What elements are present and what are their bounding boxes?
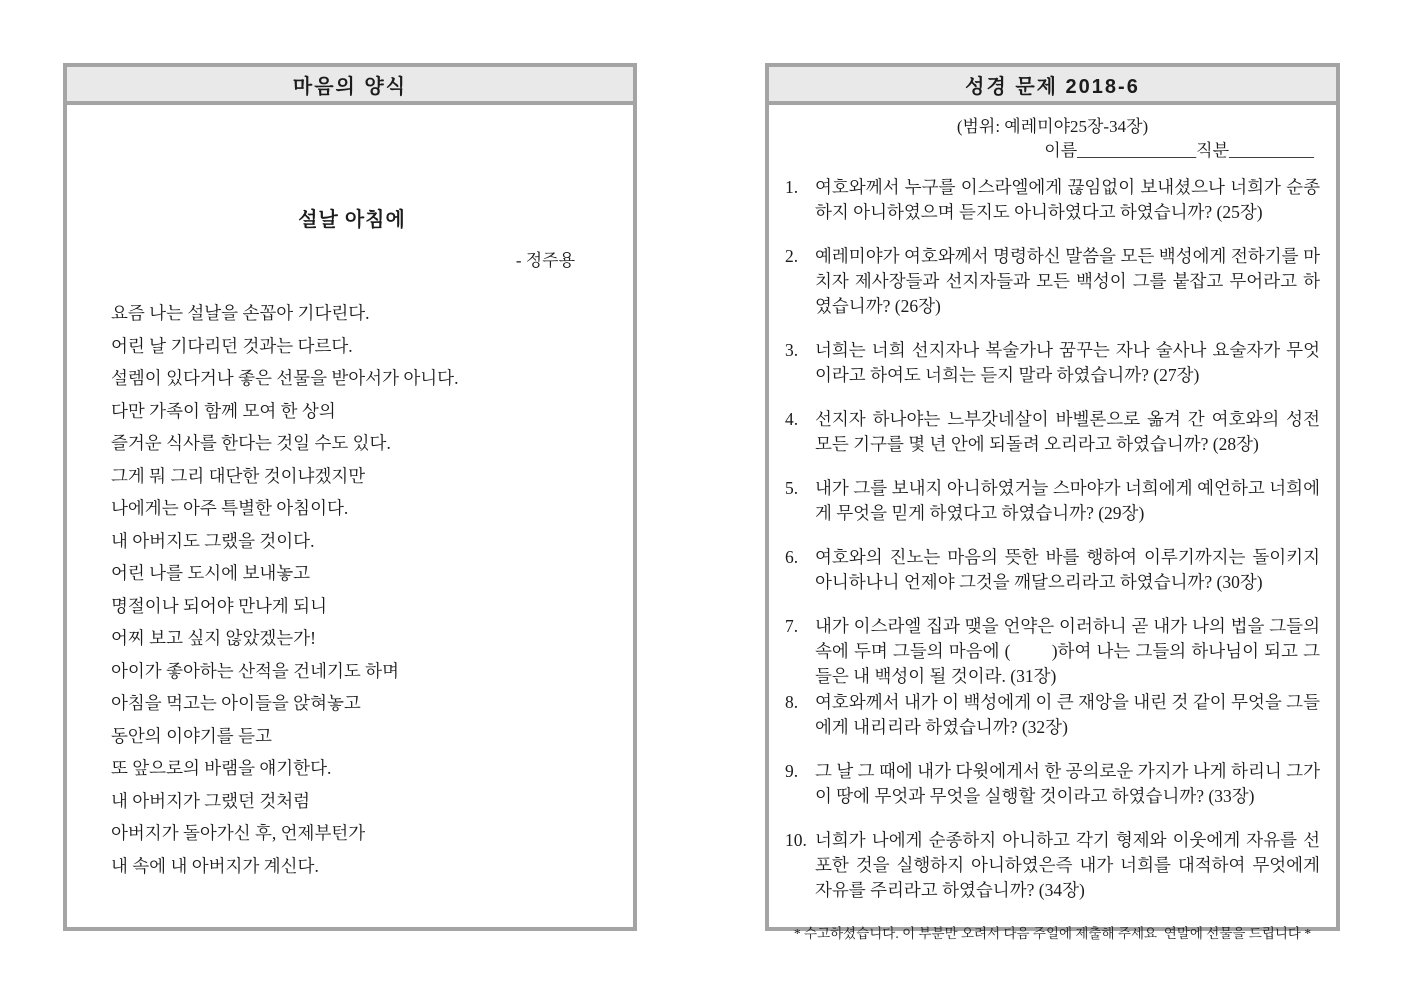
quiz-panel-title: 성경 문제 2018-6 [965, 75, 1140, 98]
poem-line: 어린 날 기다리던 것과는 다르다. [111, 335, 353, 356]
poem-line: 아이가 좋아하는 산적을 건네기도 하며 [111, 660, 399, 681]
quiz-panel-header [769, 67, 1336, 105]
poem-line: 어린 나를 도시에 보내놓고 [111, 563, 311, 583]
quiz-question [785, 244, 1320, 319]
quiz-footer-note: * 수고하셨습니다. 이 부분만 오려서 다음 주일에 제출해 주세요 연말에 선물을 드립니다 * [793, 926, 1312, 941]
poem-panel-header [67, 67, 633, 105]
quiz-name-position-line: 이름______________직분__________ [1044, 141, 1314, 160]
question-text: 내가 이스라엘 집과 맺을 언약은 이러하니 곧 내가 나의 법을 그들의 속에 두며 그들의 마음에 ( )하여 나는 그들의 하나님이 되고 그들은 내 백성이 될 것이라. (31장) [815, 616, 1325, 686]
question-number: 1. [785, 177, 799, 197]
poem-line: 설렘이 있다거나 좋은 선물을 받아서가 아니다. [111, 368, 459, 388]
quiz-question [785, 407, 1325, 457]
poem-line: 나에게는 아주 특별한 아침이다. [111, 498, 349, 518]
poem-title: 설날 아침에 [298, 209, 406, 231]
poem-line: 내 아버지가 그랬던 것처럼 [111, 790, 311, 811]
question-text: 여호와께서 누구를 이스라엘에게 끊임없이 보내셨으나 너희가 순종하지 아니하였으며 듣지도 아니하였다고 하였습니까? (25장) [815, 177, 1320, 222]
poem-line: 즐거운 식사를 한다는 것일 수도 있다. [111, 433, 391, 453]
quiz-scope: (범위: 예레미야25장-34장) [956, 117, 1149, 136]
quiz-question [785, 690, 1320, 740]
question-text: 그 날 그 때에 내가 다윗에게서 한 공의로운 가지가 나게 하리니 그가 이 땅에 무엇과 무엇을 실행할 것이라고 하였습니까? (33장) [815, 761, 1325, 806]
question-number: 2. [785, 246, 799, 266]
poem-line: 아침을 먹고는 아이들을 앉혀놓고 [111, 693, 361, 713]
question-number: 4. [785, 409, 799, 429]
quiz-body [769, 105, 1336, 942]
quiz-question [785, 338, 1320, 388]
quiz-question [785, 476, 1320, 526]
question-text: 내가 그를 보내지 아니하였거늘 스마야가 너희에게 예언하고 너희에게 무엇을 믿게 하였다고 하였습니까? (29장) [815, 478, 1320, 523]
poem-panel [63, 63, 637, 931]
question-text: 여호와의 진노는 마음의 뜻한 바를 행하여 이루기까지는 돌이키지 아니하나니 언제야 그것을 깨달으리라고 하였습니까? (30장) [815, 547, 1325, 592]
poem-line: 요즘 나는 설날을 손꼽아 기다린다. [111, 303, 370, 323]
poem-line: 어찌 보고 싶지 않았겠는가! [111, 628, 316, 648]
question-text: 선지자 하나야는 느부갓네살이 바벨론으로 옮겨 간 여호와의 성전 모든 기구를 몇 년 안에 되돌려 오리라고 하였습니까? (28장) [815, 409, 1325, 454]
question-number: 6. [785, 547, 799, 567]
quiz-question [785, 175, 1320, 225]
poem-line: 또 앞으로의 바램을 얘기한다. [111, 758, 332, 778]
poem-line: 내 속에 내 아버지가 계신다. [111, 855, 319, 876]
poem-panel-title: 마음의 양식 [292, 75, 408, 98]
question-number: 8. [785, 692, 799, 712]
question-text: 너희는 너희 선지자나 복술가나 꿈꾸는 자나 술사나 요술자가 무엇이라고 하여도 너희는 듣지 말라 하였습니까? (27장) [815, 340, 1320, 385]
question-number: 5. [785, 478, 799, 498]
poem-body [67, 105, 633, 882]
question-number: 3. [785, 340, 799, 360]
question-text: 너희가 나에게 순종하지 아니하고 각기 형제와 이웃에게 자유를 선포한 것을 실행하지 아니하였은즉 내가 너희를 대적하여 무엇에게 자유를 주리라고 하였습니까? (34장) [815, 830, 1325, 900]
question-text: 여호와께서 내가 이 백성에게 이 큰 재앙을 내린 것 같이 무엇을 그들에게 내리리라 하였습니까? (32장) [815, 692, 1320, 737]
quiz-panel [765, 63, 1340, 941]
poem-line: 그게 뭐 그리 대단한 것이냐겠지만 [111, 465, 366, 486]
quiz-question [785, 759, 1325, 809]
poem-line: 내 아버지도 그랬을 것이다. [111, 530, 315, 551]
poem-lines [111, 297, 593, 882]
poem-line: 아버지가 돌아가신 후, 언제부턴가 [111, 823, 366, 843]
question-number: 10. [785, 830, 807, 850]
poem-line: 다만 가족이 함께 모여 한 상의 [111, 400, 336, 421]
quiz-question [785, 545, 1325, 595]
quiz-question [785, 828, 1325, 903]
question-list [785, 175, 1325, 903]
question-number: 7. [785, 616, 799, 636]
question-text: 예레미야가 여호와께서 명령하신 말씀을 모든 백성에게 전하기를 마치자 제사장들과 선지자들과 모든 백성이 그를 붙잡고 무어라고 하였습니까? (26장) [815, 246, 1320, 316]
poem-line: 명절이나 되어야 만나게 되니 [111, 595, 327, 616]
poem-author: - 정주용 [515, 251, 575, 270]
poem-line: 동안의 이야기를 듣고 [111, 725, 272, 746]
question-number: 9. [785, 761, 799, 781]
quiz-question [785, 614, 1325, 689]
